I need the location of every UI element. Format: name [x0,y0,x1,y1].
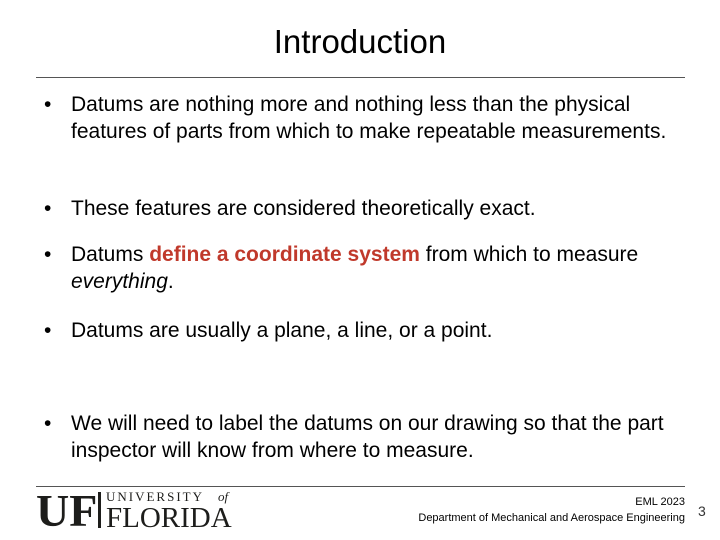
highlighted-phrase: define a coordinate system [149,243,420,266]
bullet-dot: • [44,243,52,266]
bullet-item [44,317,684,344]
logo-line1: UNIVERSITY [106,489,204,504]
bullet-dot: • [44,197,52,220]
page-number: 3 [698,503,706,519]
logo-initials: UF [36,488,98,532]
bullet-item [44,410,684,464]
bullet-dot: • [44,412,52,435]
bullet-dot: • [44,319,52,342]
bullet-text-post: . [167,270,174,293]
university-of-florida-logo [36,488,251,532]
course-code: EML 2023 [635,496,685,508]
bullet-dot: • [44,93,52,116]
bullet-text: Datums are usually a plane, a line, or a point. [71,319,493,342]
slide-title: Introduction [273,23,447,60]
bullet-item [44,195,684,222]
bullet-text [71,241,684,295]
department-name: Department of Mechanical and Aerospace Engineering [418,512,685,524]
footer-divider [36,486,685,487]
bullet-text: These features are considered theoretically exact. [71,197,536,220]
logo-separator [98,492,101,528]
logo-of: of [218,489,229,504]
bullet-text-pre: Datums [71,243,150,266]
bullet-item [44,241,684,295]
bullet-text: We will need to label the datums on our drawing so that the part inspector will know from where to measure. [71,412,664,462]
emphasized-word: everything [71,270,168,293]
title-divider [36,77,685,78]
bullet-text-mid: from which to measure [419,243,639,266]
bullet-text: Datums are nothing more and nothing less than the physical features of parts from which to make repeatable measurements. [71,93,667,143]
bullet-item [44,91,684,145]
logo-line2: FLORIDA [106,502,232,532]
